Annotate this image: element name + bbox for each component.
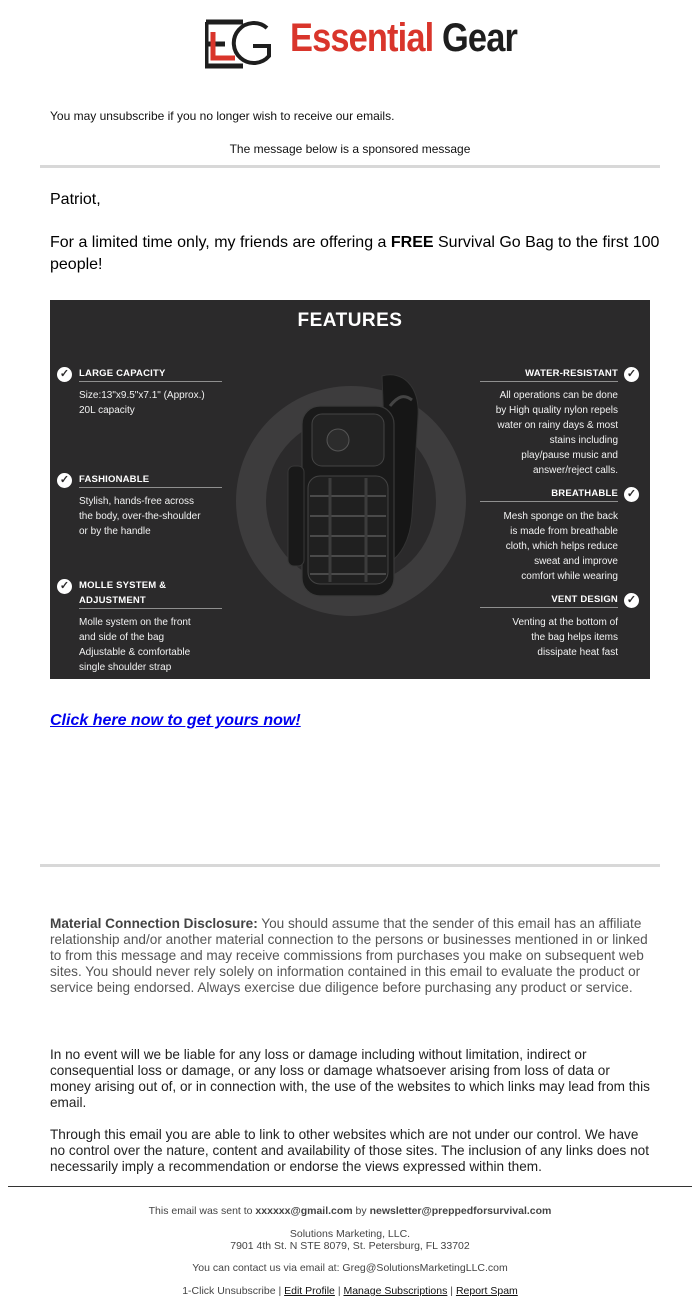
feature-divider (79, 608, 222, 609)
feature-description (440, 388, 618, 478)
cta-link[interactable]: Click here now to get yours now! (50, 712, 301, 729)
feature-divider (480, 501, 618, 502)
feature-line: by High quality nylon repels (495, 405, 618, 416)
footer-divider (8, 1186, 692, 1187)
feature-description (79, 388, 249, 418)
feature-line: the body, over-the-shoulder (79, 511, 201, 522)
feature-line: answer/reject calls. (532, 465, 618, 476)
offer-after: Survival Go Bag to the first 100 people! (50, 234, 660, 273)
offer-text (50, 232, 660, 276)
liability-text: In no event will we be liable for any loss or damage including without limitation, indirect or consequential loss or damage, or any loss or damage whatsoever arising from loss of data or money arising out of, or in connection with, the use of the websites to which links may lead from this email. (50, 1047, 650, 1110)
feature-line: single shoulder strap (79, 662, 172, 673)
disclosure-text (50, 916, 650, 996)
feature-line: Stylish, hands-free across (79, 496, 195, 507)
offer-before: For a limited time only, my friends are offering a (50, 234, 391, 251)
offer-free: FREE (390, 234, 434, 251)
check-icon: ✓ (624, 367, 639, 382)
report-spam-link[interactable]: Report Spam (455, 1285, 518, 1297)
company-name: Solutions Marketing, LLC. (289, 1228, 411, 1240)
separator: | (275, 1285, 285, 1297)
feature-line: cloth, which helps reduce (505, 541, 618, 552)
feature-line: water on rainy days & most (497, 420, 618, 431)
feature-line: play/pause music and (521, 450, 618, 461)
disclosure-body: You should assume that the sender of this email has an affiliate relationship and/or another material connection to the persons or businesses mentioned in or linked to from this message and may receive commissions from purchases you make on subsequent web sites. You should never rely solely on information contained in this email to evaluate the product or service being endorsed. Always exercise due diligence before purchasing any product or service. (50, 916, 648, 995)
feature-line: comfort while wearing (521, 571, 618, 582)
brand-name-red: Essential (290, 16, 434, 60)
feature-line: dissipate heat fast (537, 647, 618, 658)
brand-name (290, 16, 517, 61)
feature-line: 20L capacity (79, 405, 135, 416)
unsubscribe-note: You may unsubscribe if you no longer wish to receive our emails. (50, 109, 395, 123)
feature-line: sweat and improve (534, 556, 618, 567)
feature-title-line: ADJUSTMENT (79, 595, 146, 606)
features-banner[interactable] (50, 300, 650, 679)
sent-prefix: This email was sent to (148, 1205, 256, 1217)
feature-title-line: MOLLE SYSTEM & (79, 580, 167, 591)
feature-title: LARGE CAPACITY (79, 368, 166, 379)
feature-divider (79, 381, 222, 382)
contact-line: You can contact us via email at: Greg@SolutionsMarketingLLC.com (192, 1262, 508, 1274)
feature-line: Mesh sponge on the back (503, 511, 618, 522)
edit-profile-link[interactable]: Edit Profile (284, 1285, 335, 1297)
feature-description (79, 615, 249, 675)
external-links-text: Through this email you are able to link to other websites which are not under our control. We have no control over the nature, content and availability of those sites. The inclusion of any links does not necessarily imply a recommendation or endorse the views expressed within them. (50, 1127, 649, 1174)
feature-title: BREATHABLE (551, 488, 618, 499)
feature-line: Size:13"x9.5"x7.1" (Approx.) (79, 390, 205, 401)
one-click-unsubscribe[interactable]: 1-Click Unsubscribe (182, 1285, 276, 1297)
brand-name-dark: Gear (442, 16, 517, 60)
divider (40, 165, 660, 168)
feature-description (440, 509, 618, 584)
feature-divider (480, 381, 618, 382)
sponsored-note: The message below is a sponsored message (229, 142, 471, 156)
disclosure-label: Material Connection Disclosure: (50, 916, 258, 931)
feature-line: and side of the bag (79, 632, 165, 643)
feature-line: Molle system on the front (79, 617, 191, 628)
check-icon: ✓ (57, 473, 72, 488)
eg-logo-icon (206, 22, 269, 66)
divider (40, 864, 660, 867)
sent-to-line (0, 1205, 700, 1217)
feature-line: Venting at the bottom of (512, 617, 618, 628)
feature-divider (480, 607, 618, 608)
footer-links (0, 1285, 700, 1297)
separator: | (447, 1285, 456, 1297)
sent-by: by (352, 1205, 370, 1217)
feature-line: is made from breathable (510, 526, 618, 537)
feature-line: All operations can be done (499, 390, 618, 401)
feature-title: FASHIONABLE (79, 474, 150, 485)
check-icon: ✓ (624, 593, 639, 608)
feature-title: VENT DESIGN (551, 594, 618, 605)
feature-description (79, 494, 249, 539)
feature-description (440, 615, 618, 660)
recipient-email: xxxxxx@gmail.com (255, 1205, 353, 1217)
feature-title: WATER-RESISTANT (525, 368, 618, 379)
manage-subscriptions-link[interactable]: Manage Subscriptions (343, 1285, 448, 1297)
feature-line: stains including (549, 435, 618, 446)
backpack-icon (272, 366, 432, 616)
banner-title: FEATURES (297, 310, 403, 331)
feature-line: Adjustable & comfortable (79, 647, 191, 658)
sender-email: newsletter@preppedforsurvival.com (369, 1205, 552, 1217)
feature-divider (79, 487, 222, 488)
check-icon: ✓ (624, 487, 639, 502)
feature-line: the bag helps items (531, 632, 618, 643)
company-address: 7901 4th St. N STE 8079, St. Petersburg, FL 33702 (230, 1240, 470, 1252)
check-icon: ✓ (57, 367, 72, 382)
greeting: Patriot, (50, 191, 101, 208)
check-icon: ✓ (57, 579, 72, 594)
separator: | (334, 1285, 344, 1297)
feature-title (79, 578, 166, 608)
feature-line: or by the handle (79, 526, 151, 537)
